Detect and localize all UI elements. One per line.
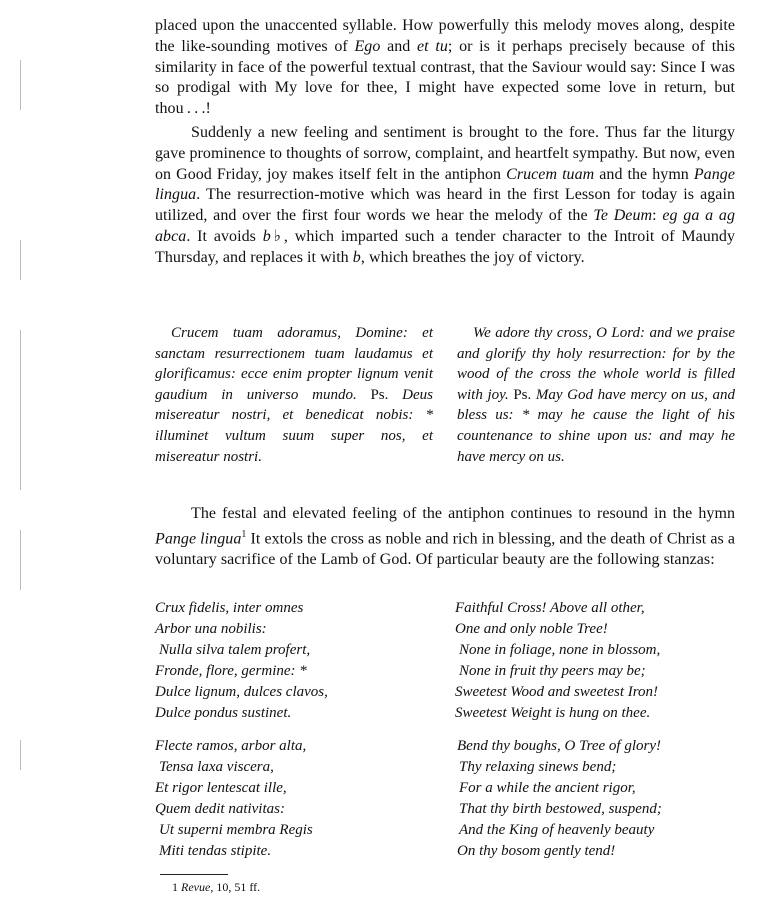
stanza-line: None in fruit thy peers may be; [459, 663, 646, 679]
margin-mark [20, 530, 21, 590]
stanza-line: Tensa laxa viscera, [159, 759, 274, 775]
text-run: , which breathes the joy of victory. [360, 248, 585, 266]
text-run: . The resurrection-motive which was heard in the first Lesson for today is again utilized, and over the first four words we hear the melody of the [155, 186, 735, 225]
footnote-source: Revue [181, 880, 211, 894]
footnote [172, 880, 260, 895]
page-body-2 [155, 504, 735, 571]
stanza-line: Et rigor lentescat ille, [155, 780, 287, 796]
text-run: , which imparted such a tender character to the Introit of Maundy Thursday, and replaces it with [155, 227, 735, 266]
stanza-line: Dulce lignum, dulces clavos, [155, 684, 328, 700]
margin-mark [20, 740, 21, 770]
text-run: and the hymn [594, 165, 694, 183]
text-run: and [380, 37, 418, 55]
stanza-line: Sweetest Wood and sweetest Iron! [455, 684, 659, 700]
footnote-rule [160, 874, 228, 875]
stanza-line: Flecte ramos, arbor alta, [155, 738, 307, 754]
stanza-line: Crux fidelis, inter omnes [155, 600, 304, 616]
antiphon-english [457, 323, 735, 467]
stanza-line: Thy relaxing sinews bend; [459, 759, 617, 775]
paragraph-3 [155, 504, 735, 571]
italic-pange-lingua: Pange lingua [155, 530, 242, 548]
text-run: ; or is it perhaps precisely because of this similarity in face of the powerful textual contrast, that the Saviour would say: Since I was so prodigal with My love for thee, I might have expected some love in return, but thou . . .! [155, 37, 736, 118]
italic-pange-lingua: Pange lingua [155, 165, 735, 204]
text-run: May God have mercy on us, and bless us: * may he cause the light of his countenance to shine upon us: and may he have mercy on us. [457, 386, 735, 465]
footnote-ref: 1 [241, 528, 247, 540]
psalm-label: Ps. [513, 386, 532, 403]
italic-crucem-tuam: Crucem tuam [506, 165, 595, 183]
footnote-ref-text: , 10, 51 ff. [210, 880, 261, 894]
text-run: The festal and elevated feeling of the antiphon continues to resound in the hymn [191, 505, 735, 522]
margin-mark [20, 240, 21, 280]
paragraph-1 [155, 16, 735, 120]
margin-mark [20, 330, 21, 490]
text-run: Suddenly a new feeling and sentiment is brought to the fore. Thus far the liturgy gave prominence to thoughts of sorrow, complaint, and heartfelt sympathy. But now, even on Good Friday, joy makes itself felt in the antiphon [155, 123, 735, 183]
text-run: Deus misereatur nostri, et benedicat nobis: * illuminet vultum suum super nos, et misereatur nostri. [155, 386, 433, 465]
italic-b-note: b [352, 248, 361, 266]
italic-b-flat: b♭ [262, 227, 284, 245]
paragraph-2 [155, 123, 735, 269]
stanza-line: None in foliage, none in blossom, [459, 642, 661, 658]
stanza-line: That thy birth bestowed, suspend; [459, 801, 662, 817]
stanza-line: Miti tendas stipite. [159, 843, 272, 859]
stanza-line: And the King of heavenly beauty [459, 822, 655, 838]
italic-ego: Ego [354, 37, 381, 55]
stanza-line: Arbor una nobilis: [155, 621, 267, 637]
psalm-label: Ps. [370, 386, 389, 403]
text-run: It extols the cross as noble and rich in blessing, and the death of Christ as a voluntary sacrifice of the Lamb of God. Of particular beauty are the following stanzas: [155, 530, 735, 568]
stanza-line: Ut superni membra Regis [159, 822, 313, 838]
text-run: placed upon the unaccented syllable. How powerfully this melody moves along, despite the like-sounding motives of [155, 17, 735, 55]
page-body [155, 16, 735, 269]
stanza-line: On thy bosom gently tend! [457, 843, 616, 859]
italic-et-tu: et tu [417, 37, 448, 55]
italic-te-deum: Te Deum [593, 207, 653, 225]
text-run: We adore thy cross, O Lord: and we praise and glorify thy holy resurrection: for by the wood of the cross the whole world is filled with joy. [457, 325, 735, 403]
footnote-number: 1 [172, 880, 178, 894]
stanza-line: For a while the ancient rigor, [459, 780, 636, 796]
antiphon-latin [155, 323, 433, 467]
text-run: : [652, 207, 663, 225]
stanza-line: One and only noble Tree! [455, 621, 608, 637]
stanza-line: Nulla silva talem profert, [159, 642, 311, 658]
stanza-line: Bend thy boughs, O Tree of glory! [457, 738, 662, 754]
italic-notes: eg ga a ag abca [155, 207, 735, 245]
stanza-line: Sweetest Weight is hung on thee. [455, 705, 651, 721]
stanza-line: Quem dedit nativitas: [155, 801, 285, 817]
text-run: Crucem tuam adoramus, Domine: et sanctam resurrectionem tuam laudamus et glorificamus: ecce enim propter lignum venit gaudium in universo mundo. [155, 325, 433, 403]
stanza-line: Fronde, flore, germine: * [155, 663, 307, 679]
text-run: . It avoids [186, 227, 263, 245]
stanza-line: Faithful Cross! Above all other, [455, 600, 645, 616]
margin-mark [20, 60, 21, 110]
stanza-line: Dulce pondus sustinet. [155, 705, 292, 721]
